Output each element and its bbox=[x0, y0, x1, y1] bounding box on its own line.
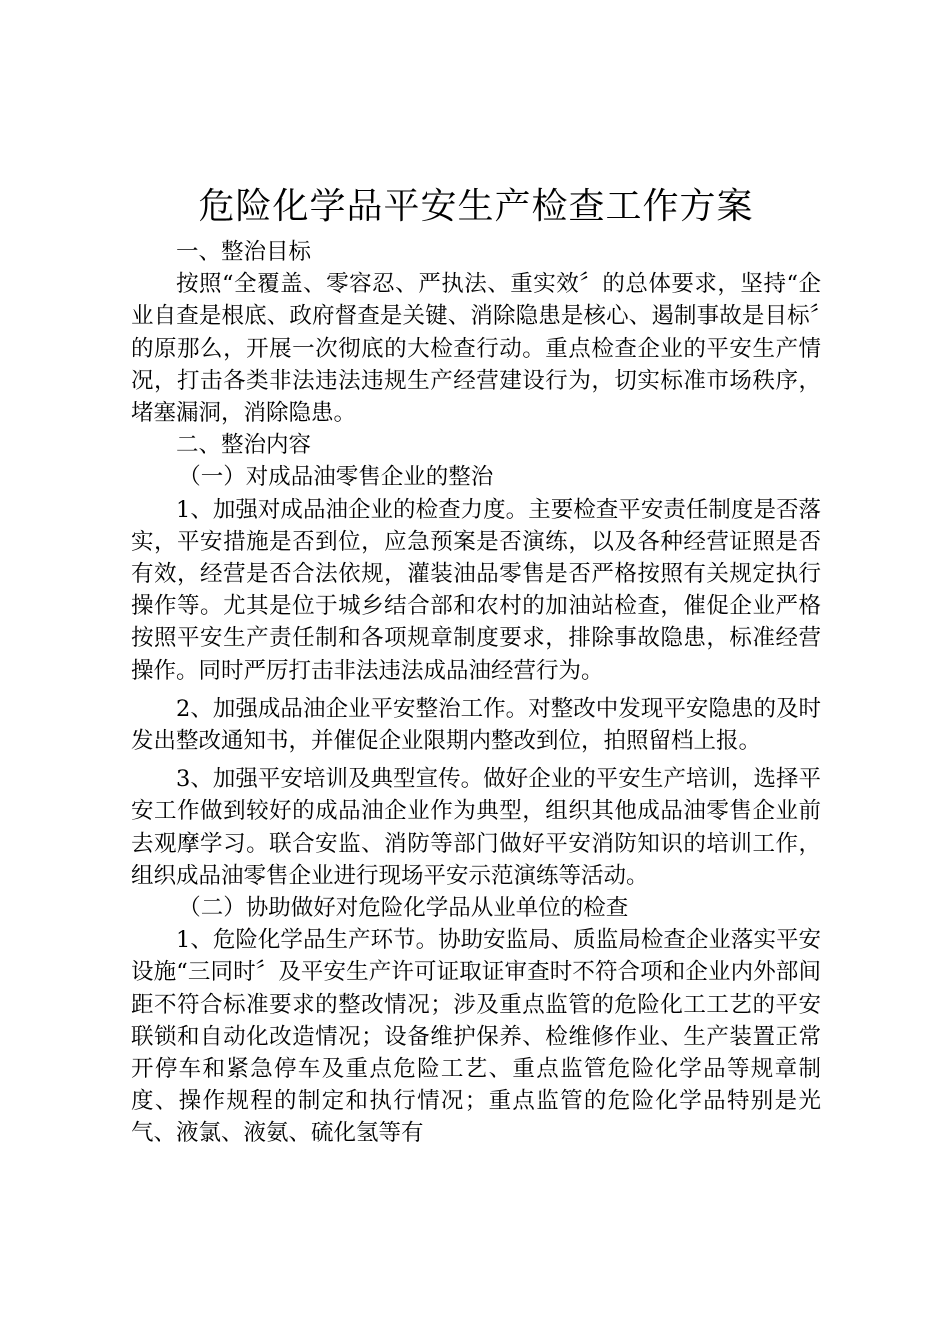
document-title: 危险化学品平安生产检查工作方案 bbox=[198, 186, 754, 227]
paragraph-oil-item-1: 1、加强对成品油企业的检查力度。主要检查平安责任制度是否落实，平安措施是否到位，应急预案是否演练，以及各种经营证照是否有效，经营是否合法依规，灌装油品零售是否严格按照有关规定执行操作等。尤其是位于城乡结合部和农村的加油站检查，催促企业严格按照平安生产责任制和各项规章制度要求，排除事故隐患，标准经营操作。同时严厉打击非法违法成品油经营行为。 bbox=[131, 496, 821, 684]
paragraph-hazchem-item-1: 1、危险化学品生产环节。协助安监局、质监局检查企业落实平安设施“三同时〞及平安生产许可证取证审查时不符合项和企业内外部间距不符合标准要求的整改情况；涉及重点监管的危险化工工艺的平安联锁和自动化改造情况；设备维护保养、检维修作业、生产装置正常开停车和紧急停车及重点危险工艺、重点监管危险化学品等规章制度、操作规程的制定和执行情况；重点监管的危险化学品特别是光气、液氯、液氨、硫化氢等有 bbox=[131, 927, 821, 1147]
section-heading-goal: 一、整治目标 bbox=[176, 239, 312, 265]
document-page bbox=[131, 178, 821, 1150]
subsection-heading-oil-retail: （一）对成品油零售企业的整治 bbox=[178, 464, 494, 491]
paragraph-oil-item-3: 3、加强平安培训及典型宣传。做好企业的平安生产培训，选择平安工作做到较好的成品油企业作为典型，组织其他成品油零售企业前去观摩学习。联合安监、消防等部门做好平安消防知识的培训工作，组织成品油零售企业进行现场平安示范演练等活动。 bbox=[131, 766, 821, 889]
paragraph-oil-item-2: 2、加强成品油企业平安整治工作。对整改中发现平安隐患的及时发出整改通知书，并催促企业限期内整改到位，拍照留档上报。 bbox=[131, 695, 821, 755]
paragraph-goal: 按照“全覆盖、零容忍、严执法、重实效〞的总体要求，坚持“企业自查是根底、政府督查是关键、消除隐患是核心、遏制事故是目标〞的原那么，开展一次彻底的大检查行动。重点检查企业的平安生产情况，打击各类非法违法违规生产经营建设行为，切实标准市场秩序，堵塞漏洞，消除隐患。 bbox=[131, 271, 821, 427]
section-heading-content: 二、整治内容 bbox=[176, 432, 312, 459]
subsection-heading-hazchem: （二）协助做好对危险化学品从业单位的检查 bbox=[178, 895, 629, 922]
